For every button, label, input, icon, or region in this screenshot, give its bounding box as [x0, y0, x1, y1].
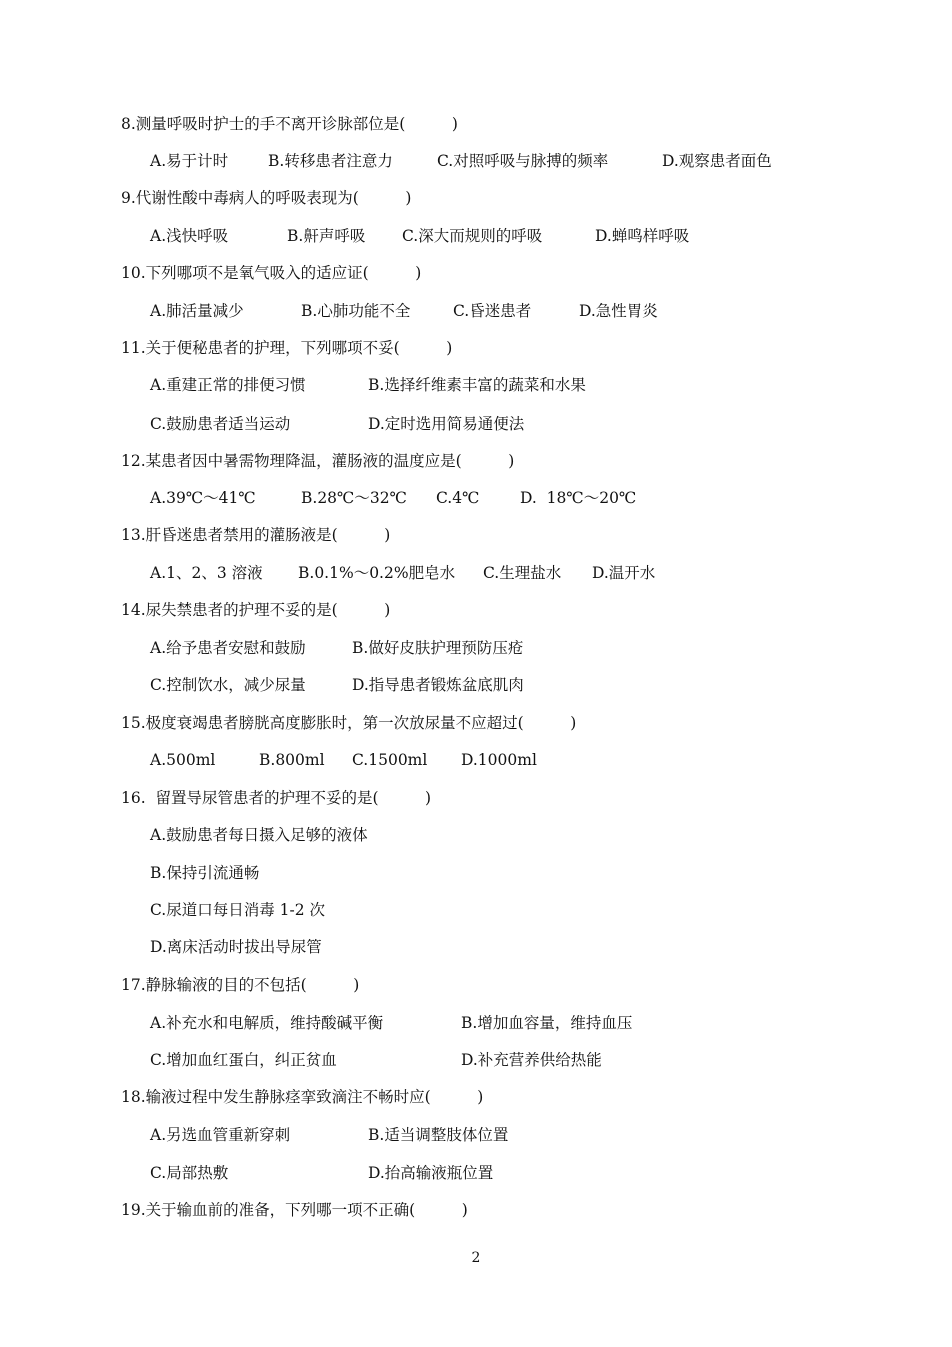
option: D.1000ml	[461, 751, 537, 769]
option: C.局部热敷	[150, 1164, 229, 1182]
option: B.鼾声呼吸	[287, 227, 366, 245]
option: C.1500ml	[352, 751, 428, 769]
option: D. 18℃～20℃	[520, 489, 637, 507]
option: B.增加血容量，维持血压	[461, 1014, 633, 1032]
option: B.28℃～32℃	[301, 489, 407, 507]
option: A.易于计时	[150, 152, 229, 170]
question-stem: 19.关于输血前的准备，下列哪一项不正确( )	[121, 1201, 468, 1219]
question-stem: 12.某患者因中暑需物理降温，灌肠液的温度应是( )	[121, 452, 515, 470]
option: D.离床活动时拔出导尿管	[150, 938, 322, 956]
option: A.39℃～41℃	[150, 489, 256, 507]
option: B.转移患者注意力	[268, 152, 393, 170]
option: C.控制饮水，减少尿量	[150, 676, 306, 694]
question-stem: 11.关于便秘患者的护理，下列哪项不妥( )	[121, 339, 453, 357]
question-stem: 16. 留置导尿管患者的护理不妥的是( )	[121, 789, 432, 807]
option: A.给予患者安慰和鼓励	[150, 639, 306, 657]
option: D.抬高输液瓶位置	[368, 1164, 494, 1182]
option: D.蝉鸣样呼吸	[595, 227, 690, 245]
option: D.急性胃炎	[579, 302, 658, 320]
option: C.尿道口每日消毒 1-2 次	[150, 901, 326, 919]
option: D.定时选用简易通便法	[368, 415, 525, 433]
option: C.生理盐水	[483, 564, 562, 582]
option: B.0.1%～0.2%肥皂水	[298, 564, 456, 582]
option: A.鼓励患者每日摄入足够的液体	[150, 826, 368, 844]
option: C.4℃	[436, 489, 480, 507]
option: C.鼓励患者适当运动	[150, 415, 291, 433]
option: C.深大而规则的呼吸	[402, 227, 543, 245]
option: A.浅快呼吸	[150, 227, 229, 245]
option: A.补充水和电解质，维持酸碱平衡	[150, 1014, 384, 1032]
question-stem: 13.肝昏迷患者禁用的灌肠液是( )	[121, 526, 391, 544]
question-stem: 9.代谢性酸中毒病人的呼吸表现为( )	[121, 189, 412, 207]
option: B.做好皮肤护理预防压疮	[352, 639, 524, 657]
option: B.适当调整肢体位置	[368, 1126, 509, 1144]
option: A.500ml	[150, 751, 216, 769]
question-stem: 8.测量呼吸时护士的手不离开诊脉部位是( )	[121, 115, 458, 133]
option: B.选择纤维素丰富的蔬菜和水果	[368, 376, 586, 394]
option: D.观察患者面色	[662, 152, 772, 170]
question-stem: 10.下列哪项不是氧气吸入的适应证( )	[121, 264, 422, 282]
option: B.800ml	[259, 751, 325, 769]
option: C.对照呼吸与脉搏的频率	[437, 152, 609, 170]
option: A.另选血管重新穿刺	[150, 1126, 291, 1144]
option: C.昏迷患者	[453, 302, 532, 320]
question-stem: 14.尿失禁患者的护理不妥的是( )	[121, 601, 391, 619]
option: C.增加血红蛋白，纠正贫血	[150, 1051, 337, 1069]
question-stem: 17.静脉输液的目的不包括( )	[121, 976, 360, 994]
option: D.指导患者锻炼盆底肌肉	[352, 676, 524, 694]
option: A.肺活量减少	[150, 302, 244, 320]
page-number: 2	[471, 1250, 481, 1266]
option: B.心肺功能不全	[301, 302, 411, 320]
option: B.保持引流通畅	[150, 864, 260, 882]
option: D.温开水	[592, 564, 656, 582]
question-stem: 15.极度衰竭患者膀胱高度膨胀时，第一次放尿量不应超过( )	[121, 714, 577, 732]
option: D.补充营养供给热能	[461, 1051, 602, 1069]
option: A.重建正常的排便习惯	[150, 376, 306, 394]
question-stem: 18.输液过程中发生静脉痉挛致滴注不畅时应( )	[121, 1088, 484, 1106]
option: A.1、2、3 溶液	[150, 564, 263, 582]
